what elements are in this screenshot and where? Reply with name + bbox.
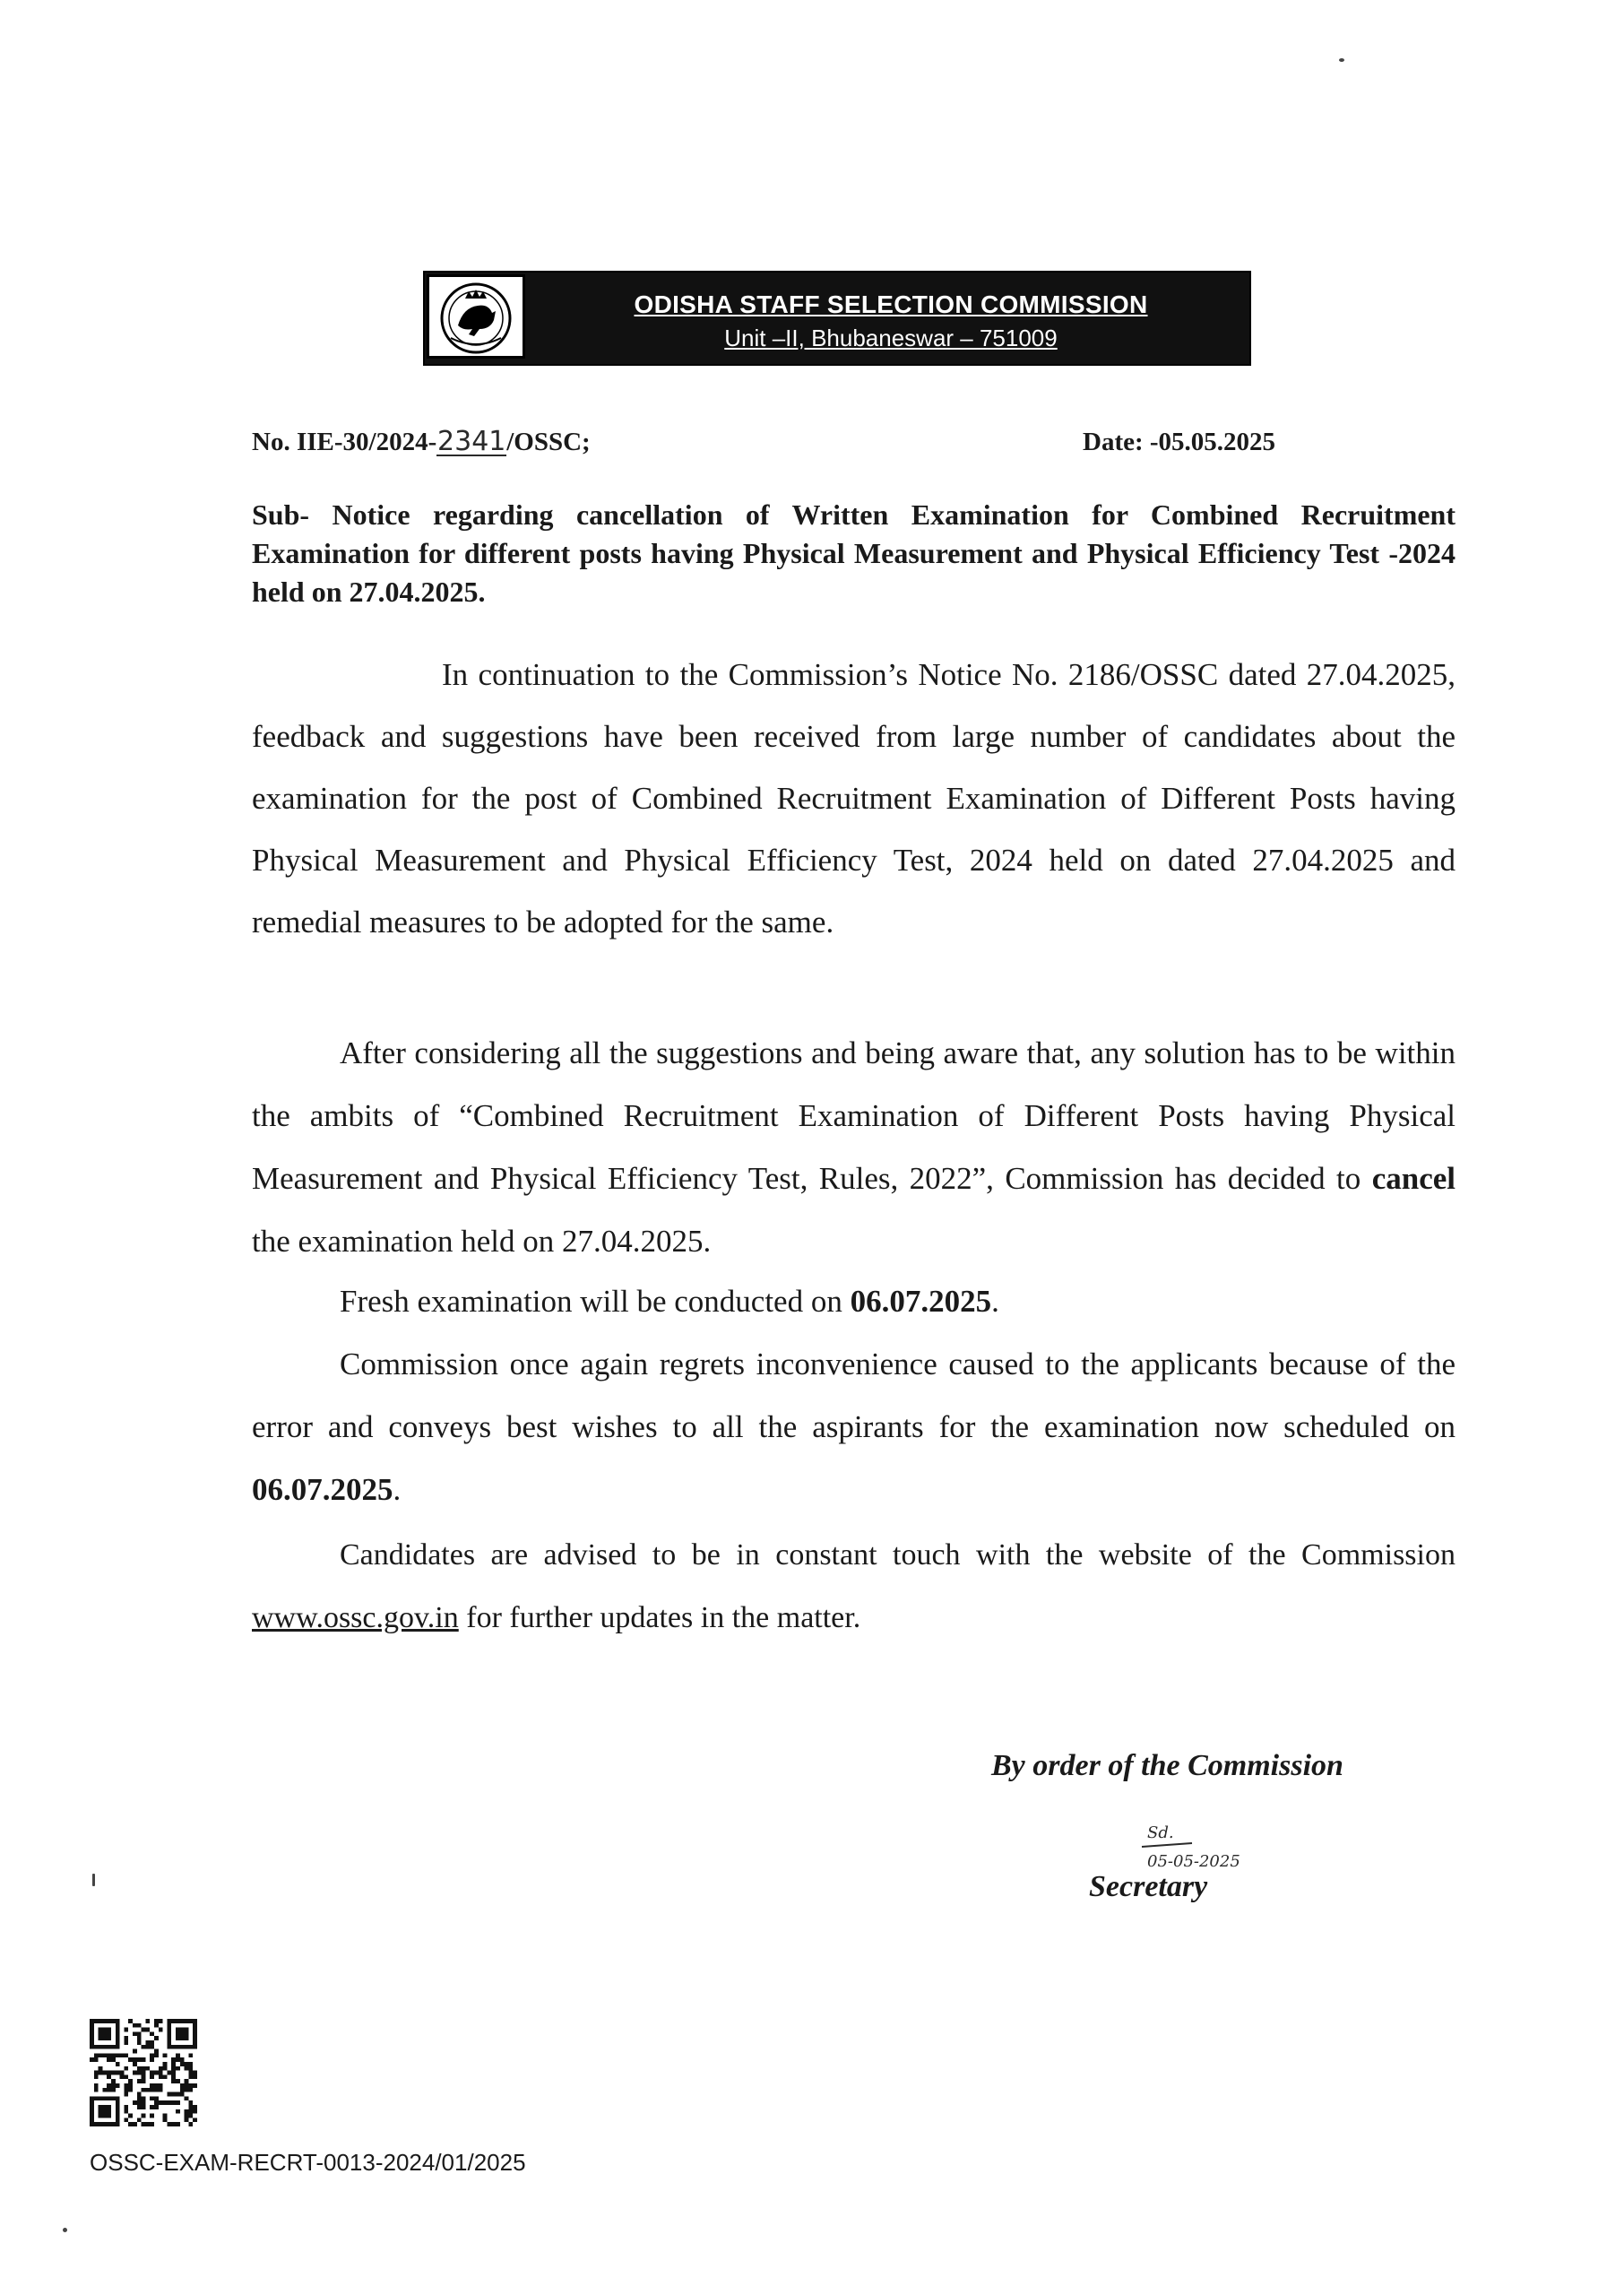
qr-module	[188, 2122, 193, 2126]
qr-module	[120, 2074, 125, 2079]
qr-module	[176, 2079, 180, 2083]
body-paragraph-4	[252, 1333, 1456, 1521]
qr-module	[167, 2100, 171, 2105]
qr-module	[180, 2057, 185, 2062]
qr-module	[133, 2031, 137, 2036]
qr-module	[159, 2088, 163, 2092]
qr-module	[102, 2071, 107, 2075]
qr-module	[124, 2083, 128, 2088]
qr-module	[124, 2036, 128, 2040]
qr-module	[167, 2122, 171, 2126]
qr-module	[137, 2105, 142, 2109]
qr-module	[171, 2066, 176, 2071]
qr-module	[133, 2057, 137, 2062]
qr-module	[163, 2100, 168, 2105]
qr-module	[142, 2071, 146, 2075]
qr-module	[142, 2074, 146, 2079]
qr-module	[185, 2062, 189, 2066]
body-paragraph-2	[252, 1022, 1456, 1273]
qr-module	[154, 2023, 159, 2028]
qr-module	[128, 2114, 133, 2118]
qr-module	[142, 2100, 146, 2105]
body-paragraph-3	[252, 1270, 1456, 1332]
qr-module	[111, 2088, 116, 2092]
qr-module	[142, 2114, 146, 2118]
qr-module	[142, 2057, 146, 2062]
qr-module	[145, 2045, 150, 2049]
signature-scribble	[1138, 1822, 1317, 1875]
qr-module	[128, 2122, 133, 2126]
qr-module	[171, 2062, 176, 2066]
qr-module	[124, 2105, 128, 2109]
qr-module	[128, 2057, 133, 2062]
signature-initials: Sd.	[1147, 1823, 1174, 1842]
paragraph-5-end: for further updates in the matter.	[458, 1601, 861, 1634]
signature-date: 05-05-2025	[1147, 1852, 1240, 1871]
qr-module	[99, 2053, 103, 2057]
qr-module	[111, 2083, 116, 2088]
qr-module	[171, 2122, 176, 2126]
qr-module	[185, 2083, 189, 2088]
scheduled-exam-date: 06.07.2025	[252, 1472, 393, 1507]
fresh-exam-date: 06.07.2025	[850, 1284, 992, 1319]
qr-module	[154, 2096, 159, 2100]
qr-module	[137, 2096, 142, 2100]
qr-module	[99, 2066, 103, 2071]
qr-module	[128, 2088, 133, 2092]
qr-module	[176, 2100, 180, 2105]
qr-module	[137, 2066, 142, 2071]
qr-module	[137, 2057, 142, 2062]
qr-module	[150, 2105, 154, 2109]
qr-module	[159, 2066, 163, 2071]
qr-module	[128, 2079, 133, 2083]
qr-module	[94, 2083, 99, 2088]
qr-module	[150, 2040, 154, 2045]
qr-module	[111, 2057, 116, 2062]
qr-module	[150, 2031, 154, 2036]
qr-module	[133, 2023, 137, 2028]
qr-module	[124, 2109, 128, 2114]
qr-module	[163, 2066, 168, 2071]
qr-module	[145, 2122, 150, 2126]
qr-module	[120, 2053, 125, 2057]
paragraph-2-end: the examination held on 27.04.2025.	[252, 1224, 712, 1259]
qr-module	[94, 2057, 99, 2062]
qr-module	[176, 2053, 180, 2057]
qr-module	[137, 2117, 142, 2122]
qr-module	[116, 2071, 120, 2075]
qr-module	[185, 2117, 189, 2122]
qr-module	[154, 2049, 159, 2054]
qr-module	[150, 2071, 154, 2075]
qr-module	[133, 2062, 137, 2066]
qr-module	[150, 2045, 154, 2049]
qr-module	[124, 2117, 128, 2122]
qr-module	[94, 2071, 99, 2075]
commission-name: ODISHA STAFF SELECTION COMMISSION	[634, 290, 1148, 318]
qr-module	[137, 2023, 142, 2028]
paragraph-5-text: Candidates are advised to be in constant touch with the website of the Commission	[340, 1538, 1456, 1572]
qr-module	[188, 2100, 193, 2105]
qr-module	[188, 2074, 193, 2079]
qr-module	[142, 2122, 146, 2126]
qr-module	[142, 2105, 146, 2109]
qr-module	[167, 2071, 171, 2075]
qr-module	[163, 2062, 168, 2066]
qr-module	[94, 2074, 99, 2079]
qr-module	[163, 2053, 168, 2057]
qr-module	[150, 2088, 154, 2092]
qr-module	[188, 2083, 193, 2088]
qr-module	[124, 2028, 128, 2032]
qr-module	[180, 2088, 185, 2092]
qr-module	[154, 2036, 159, 2040]
qr-module	[133, 2100, 137, 2105]
qr-module	[154, 2053, 159, 2057]
qr-module	[133, 2071, 137, 2075]
qr-module	[163, 2117, 168, 2122]
document-code: OSSC-EXAM-RECRT-0013-2024/01/2025	[90, 2149, 526, 2176]
qr-module	[107, 2053, 111, 2057]
handwritten-reference-number: 2341	[437, 426, 506, 457]
qr-module	[154, 2088, 159, 2092]
qr-module	[150, 2083, 154, 2088]
letterhead-banner	[423, 271, 1251, 366]
qr-module	[193, 2071, 197, 2075]
qr-module	[154, 2071, 159, 2075]
qr-module	[120, 2071, 125, 2075]
qr-module	[171, 2100, 176, 2105]
qr-module	[154, 2083, 159, 2088]
qr-module	[185, 2114, 189, 2118]
reference-number	[252, 428, 591, 457]
qr-module	[188, 2066, 193, 2071]
notice-subject: Sub- Notice regarding cancellation of Written Examination for Combined Recruitment Examination for different posts having Physical Measurement and Physical Efficiency Test -2024 held on 27.04.2025.	[252, 498, 1456, 608]
qr-module	[128, 2019, 133, 2023]
cancel-keyword: cancel	[1371, 1161, 1456, 1196]
qr-finder-pattern	[176, 2028, 188, 2040]
paragraph-4-text: Commission once again regrets inconvenience caused to the applicants because of the error and conveys best wishes to all the aspirants for the examination now scheduled on	[252, 1347, 1456, 1444]
qr-module	[176, 2122, 180, 2126]
qr-module	[111, 2079, 116, 2083]
qr-module	[90, 2057, 94, 2062]
qr-module	[116, 2062, 120, 2066]
qr-module	[145, 2028, 150, 2032]
qr-module	[94, 2088, 99, 2092]
qr-module	[188, 2088, 193, 2092]
qr-code[interactable]	[90, 2019, 197, 2126]
qr-module	[142, 2079, 146, 2083]
qr-module	[150, 2114, 154, 2118]
qr-module	[180, 2092, 185, 2097]
qr-module	[142, 2045, 146, 2049]
paragraph-4-end: .	[393, 1472, 402, 1507]
qr-module	[137, 2040, 142, 2045]
qr-module	[159, 2074, 163, 2079]
qr-module	[150, 2053, 154, 2057]
qr-module	[133, 2122, 137, 2126]
qr-module	[193, 2117, 197, 2122]
qr-module	[107, 2088, 111, 2092]
qr-module	[188, 2053, 193, 2057]
reference-suffix: /OSSC;	[506, 428, 591, 456]
qr-finder-pattern	[99, 2105, 111, 2117]
qr-module	[171, 2092, 176, 2097]
qr-module	[142, 2028, 146, 2032]
scan-speck	[92, 1874, 95, 1886]
qr-module	[124, 2066, 128, 2071]
scan-speck	[1339, 58, 1344, 62]
qr-module	[111, 2071, 116, 2075]
qr-module	[180, 2062, 185, 2066]
qr-module	[163, 2114, 168, 2118]
qr-module	[188, 2114, 193, 2118]
qr-module	[188, 2105, 193, 2109]
commission-address: Unit –II, Bhubaneswar – 751009	[724, 325, 1058, 351]
qr-module	[193, 2109, 197, 2114]
qr-module	[159, 2083, 163, 2088]
qr-module	[145, 2088, 150, 2092]
qr-module	[171, 2071, 176, 2075]
qr-module	[137, 2100, 142, 2105]
qr-module	[193, 2074, 197, 2079]
qr-module	[176, 2109, 180, 2114]
qr-module	[116, 2083, 120, 2088]
secretary-designation: Secretary	[1089, 1870, 1208, 1903]
qr-module	[107, 2057, 111, 2062]
qr-module	[154, 2100, 159, 2105]
qr-module	[171, 2079, 176, 2083]
qr-module	[159, 2071, 163, 2075]
qr-module	[185, 2066, 189, 2071]
qr-module	[145, 2019, 150, 2023]
paragraph-3-text: Fresh examination will be conducted on	[340, 1284, 851, 1319]
qr-module	[185, 2079, 189, 2083]
qr-module	[188, 2062, 193, 2066]
qr-module	[150, 2057, 154, 2062]
qr-module	[159, 2028, 163, 2032]
by-order-line: By order of the Commission	[991, 1749, 1343, 1782]
qr-module	[107, 2083, 111, 2088]
qr-module	[188, 2109, 193, 2114]
qr-module	[193, 2105, 197, 2109]
qr-module	[193, 2083, 197, 2088]
qr-module	[107, 2071, 111, 2075]
qr-module	[159, 2019, 163, 2023]
qr-module	[142, 2088, 146, 2092]
qr-module	[185, 2088, 189, 2092]
qr-module	[124, 2040, 128, 2045]
qr-module	[124, 2088, 128, 2092]
qr-module	[167, 2092, 171, 2097]
qr-module	[137, 2079, 142, 2083]
qr-module	[145, 2040, 150, 2045]
qr-module	[102, 2053, 107, 2057]
qr-module	[124, 2074, 128, 2079]
qr-module	[176, 2092, 180, 2097]
body-paragraph-5	[252, 1524, 1456, 1650]
scan-speck	[63, 2228, 67, 2232]
qr-module	[137, 2036, 142, 2040]
qr-module	[137, 2071, 142, 2075]
qr-module	[111, 2053, 116, 2057]
notice-date: Date: -05.05.2025	[1083, 428, 1276, 456]
qr-module	[94, 2053, 99, 2057]
qr-module	[185, 2096, 189, 2100]
qr-module	[150, 2074, 154, 2079]
qr-module	[171, 2074, 176, 2079]
paragraph-3-end: .	[991, 1284, 999, 1319]
qr-module	[185, 2109, 189, 2114]
qr-module	[150, 2122, 154, 2126]
qr-module	[128, 2083, 133, 2088]
qr-module	[176, 2066, 180, 2071]
body-paragraph-1: In continuation to the Commission’s Notice No. 2186/OSSC dated 27.04.2025, feedback and suggestions have been received from large number of candidates about the examination for the post of Combined Recruitment Examination of Different Posts having Physical Measurement and Physical Efficiency Test, 2024 held on dated 27.04.2025 and remedial measures to be adopted for the same.	[252, 657, 1456, 940]
qr-module	[154, 2019, 159, 2023]
qr-module	[154, 2105, 159, 2109]
qr-module	[176, 2057, 180, 2062]
qr-module	[159, 2100, 163, 2105]
paragraph-2-text: After considering all the suggestions and being aware that, any solution has to be within the ambits of “Combined Recruitment Examination of Different Posts having Physical Measurement and Physical Efficiency Test, Rules, 2022”, Commission has decided to	[252, 1035, 1456, 1196]
qr-module	[188, 2071, 193, 2075]
qr-finder-pattern	[99, 2028, 111, 2040]
qr-module	[102, 2088, 107, 2092]
qr-module	[107, 2074, 111, 2079]
qr-module	[142, 2096, 146, 2100]
qr-module	[145, 2066, 150, 2071]
qr-module	[116, 2053, 120, 2057]
qr-module	[180, 2083, 185, 2088]
qr-module	[137, 2031, 142, 2036]
qr-module	[124, 2092, 128, 2097]
qr-module	[150, 2096, 154, 2100]
qr-module	[171, 2057, 176, 2062]
qr-module	[163, 2074, 168, 2079]
reference-prefix: No. IIE-30/2024-	[252, 428, 437, 456]
qr-module	[99, 2071, 103, 2075]
qr-module	[137, 2092, 142, 2097]
qr-module	[133, 2049, 137, 2054]
qr-module	[124, 2053, 128, 2057]
website-link[interactable]: www.ossc.gov.in	[252, 1601, 459, 1634]
qr-module	[142, 2066, 146, 2071]
